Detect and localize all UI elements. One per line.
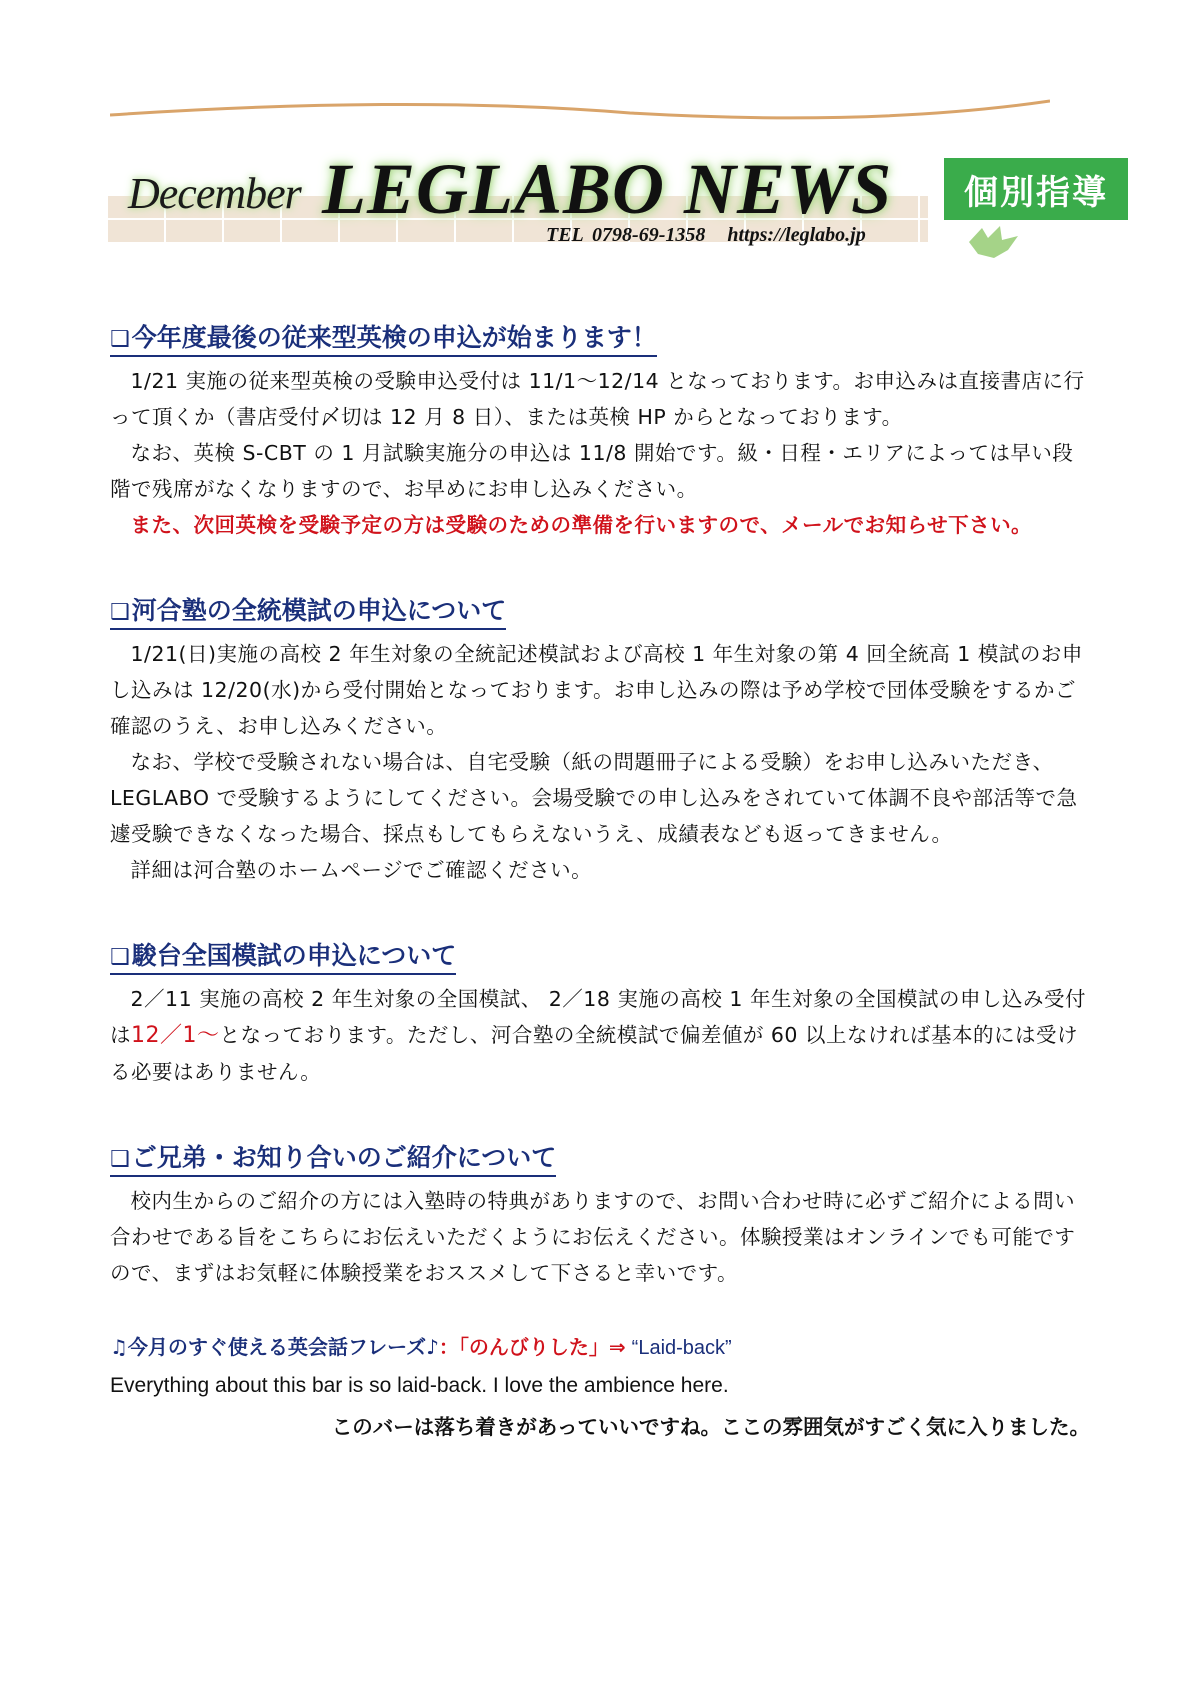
checkbox-icon: ❑	[110, 600, 130, 625]
website-url[interactable]: https://leglabo.jp	[727, 224, 866, 246]
newsletter-title: LEGLABO NEWS	[322, 149, 893, 229]
paragraph: 1/21(日)実施の高校 2 年生対象の全統記述模試および高校 1 年生対象の第 4 回全統高 1 模試のお申し込みは 12/20(水)から受付開始となっております。お申し込みの際は予め学校で団体受験をするかご確認のうえ、お申し込みください。	[110, 642, 1083, 738]
example-english: Everything about this bar is so laid-back. I love the ambience here.	[110, 1374, 729, 1397]
paragraph: 校内生からのご紹介の方には入塾時の特典がありますので、お問い合わせ時に必ずご紹介による問い合わせである旨をこちらにお伝えいただくようにお伝えください。体験授業はオンラインでも可能ですので、まずはお気軽に体験授業をおススメして下さると幸いです。	[110, 1189, 1076, 1285]
contact-line	[546, 224, 866, 247]
section-kawai	[110, 591, 1090, 888]
phrase-heading: ♫今月のすぐ使える英会話フレーズ♪：「のんびりした」⇒ “Laid-back”	[110, 1335, 732, 1359]
example-japanese: このバーは落ち着きがあっていいですね。ここの雰囲気がすごく気に入りました。	[331, 1415, 1090, 1439]
newsletter-body	[110, 318, 1090, 1440]
paragraph: 2／11 実施の高校 2 年生対象の全国模試、 2／18 実施の高校 1 年生対象の全国模試の申し込み受付は12／1〜となっております。ただし、河合塾の全統模試で偏差値が 60 以上なければ基本的には受ける必要はありません。	[110, 987, 1086, 1084]
paragraph: なお、学校で受験されない場合は、自宅受験（紙の問題冊子による受験）をお申し込みいただき、LEGLABO で受験するようにしてください。会場受験での申し込みをされていて体調不良や部活等で急遽受験できなくなった場合、採点もしてもらえないうえ、成績表なども返ってきません。	[110, 750, 1078, 846]
decorative-swoosh	[110, 95, 1050, 135]
phrase-of-month	[110, 1331, 1090, 1440]
service-badge: 個別指導	[944, 158, 1128, 220]
paragraph: なお、英検 S-CBT の 1 月試験実施分の申込は 11/8 開始です。級・日程・エリアによっては早い段階で残席がなくなりますので、お早めにお申し込みください。	[110, 441, 1074, 501]
paragraph: 1/21 実施の従来型英検の受験申込受付は 11/1〜12/14 となっております。お申込みは直接書店に行って頂くか（書店受付〆切は 12 月 8 日）、または英検 HP からとなっております。	[110, 369, 1085, 429]
section-referral	[110, 1138, 1090, 1291]
header-month: December	[128, 169, 301, 218]
section-heading: ❑河合塾の全統模試の申込について	[110, 591, 506, 630]
checkbox-icon: ❑	[110, 945, 130, 970]
phrase-label: ♫今月のすぐ使える英会話フレーズ♪	[110, 1335, 439, 1359]
checkbox-icon: ❑	[110, 1147, 130, 1172]
section-sundai	[110, 936, 1090, 1090]
checkbox-icon: ❑	[110, 327, 130, 352]
notice-paragraph: また、次回英検を受験予定の方は受験のための準備を行いますので、メールでお知らせ下さい。	[130, 513, 1033, 537]
section-heading: ❑ご兄弟・お知り合いのご紹介について	[110, 1138, 556, 1177]
section-heading: ❑駿台全国模試の申込について	[110, 936, 456, 975]
newsletter-header	[0, 0, 1200, 260]
section-eiken	[110, 318, 1090, 543]
phone-number: TEL 0798-69-1358	[546, 224, 706, 246]
paragraph: 詳細は河合塾のホームページでご確認ください。	[130, 858, 593, 882]
phrase-english: “Laid-back”	[631, 1337, 732, 1359]
deadline-highlight: 12／1〜	[131, 1023, 220, 1048]
section-heading: ❑今年度最後の従来型英検の申込が始まります！	[110, 318, 657, 357]
phrase-japanese: 「のんびりした」⇒	[458, 1335, 626, 1359]
ivy-leaf-icon	[964, 222, 1024, 262]
